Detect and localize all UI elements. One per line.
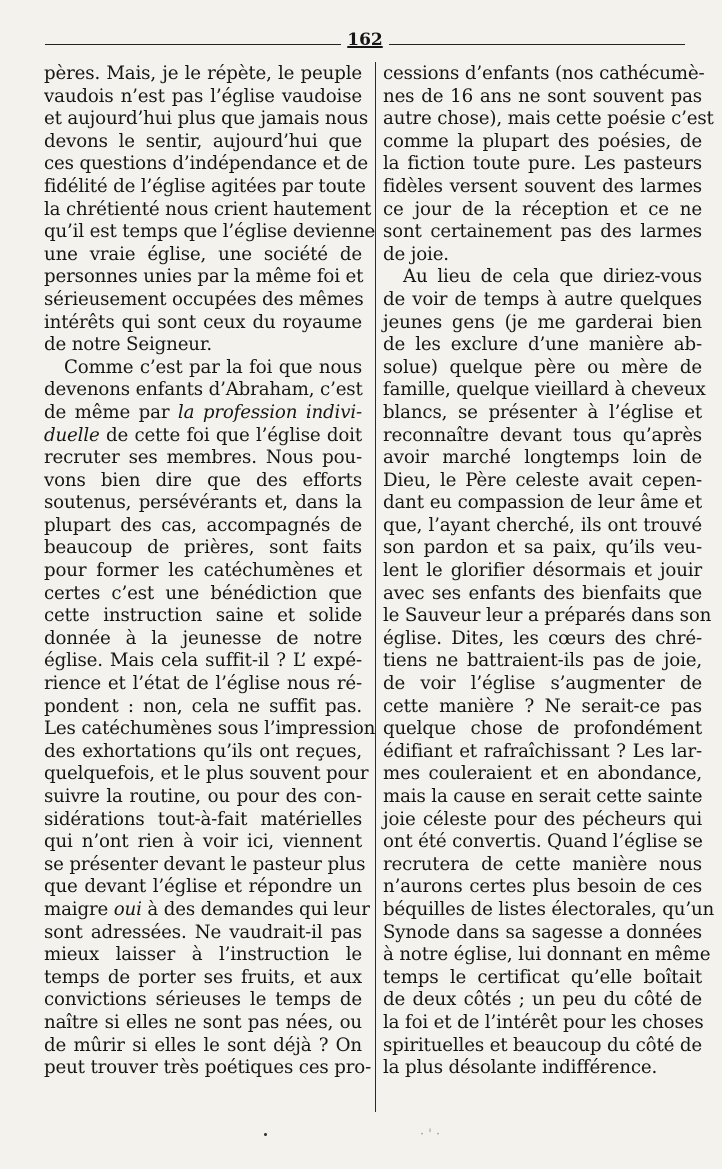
line-text: vons bien dire que des efforts <box>44 469 362 491</box>
line-text: mais la cause en serait cette sainte <box>383 786 703 807</box>
text-line <box>383 560 702 583</box>
line-text: personnes unies par la même foi et <box>44 266 364 288</box>
emphasis-text: oui <box>113 898 142 920</box>
text-line <box>383 334 702 357</box>
text-line <box>44 289 362 312</box>
line-text: de voir l’église s’augmenter de <box>383 673 702 695</box>
text-line <box>383 86 702 109</box>
line-text: de joie. <box>383 243 449 265</box>
line-text: de les exclure d’une manière ab- <box>383 334 702 356</box>
line-text: ces questions d’indépendance et de <box>44 153 368 175</box>
line-text: intérêts qui sont ceux du royaume <box>44 311 362 333</box>
text-line <box>44 108 369 131</box>
text-line <box>383 131 702 154</box>
right-text-column <box>383 63 715 1080</box>
text-line <box>44 1012 362 1035</box>
text-line <box>44 312 362 335</box>
line-text: une vraie église, une société de <box>44 243 362 265</box>
text-line <box>44 334 362 357</box>
text-line <box>383 402 702 425</box>
line-text: sidérations tout-à-fait matérielles <box>44 808 362 830</box>
bleed-through-mark: · ' · <box>420 1127 441 1142</box>
text-line <box>383 763 702 786</box>
line-text: qu’il est temps que l’église devienne <box>44 221 376 243</box>
text-line <box>44 673 362 696</box>
text-line <box>44 86 362 109</box>
line-text: naître si elles ne sont pas nées, ou <box>44 1011 362 1033</box>
line-text: avec ses enfants des bienfaits que <box>383 582 702 604</box>
text-line <box>383 605 712 628</box>
text-line <box>383 447 702 470</box>
text-line <box>383 266 702 289</box>
text-line <box>383 876 702 899</box>
text-line <box>44 922 362 945</box>
text-line <box>44 876 362 899</box>
left-text-column <box>44 63 376 1080</box>
line-text: de même par <box>44 401 178 423</box>
text-line <box>383 967 702 990</box>
line-text: fidèles versent souvent des larmes <box>383 175 702 197</box>
text-line <box>383 898 715 922</box>
text-line <box>44 515 362 538</box>
line-text: temps de porter ses fruits, et aux <box>44 966 362 988</box>
line-text: de cette foi que l’église doit <box>99 424 362 446</box>
text-line <box>44 266 362 289</box>
line-text: se présenter devant le pasteur plus <box>44 853 366 875</box>
line-text: sérieusement occupées des mêmes <box>44 288 364 310</box>
text-line <box>383 176 702 199</box>
line-text: de voir de temps à autre quelques <box>383 288 702 310</box>
line-text: suivre la routine, ou pour des con- <box>44 786 362 807</box>
text-line <box>44 425 362 448</box>
line-text: à notre église, lui donnant en même <box>383 944 711 966</box>
text-line <box>44 763 369 786</box>
text-line <box>383 470 702 493</box>
line-text: pour former les catéchumènes et <box>44 560 362 582</box>
line-text: église. Dites, les cœurs des chré- <box>383 627 702 649</box>
text-line <box>44 1057 372 1080</box>
text-line <box>44 967 362 990</box>
text-line <box>383 63 705 86</box>
text-line <box>383 786 702 809</box>
text-line <box>383 1012 702 1035</box>
text-line <box>383 108 714 131</box>
line-text: jeunes gens (je me garderai bien <box>383 311 702 333</box>
line-text: sont certainement pas des larmes <box>383 221 702 243</box>
line-text: quelque chose de profondément <box>383 718 702 740</box>
text-line <box>383 199 702 222</box>
line-text: solue) quelque père ou mère de <box>383 356 702 378</box>
line-text: devenons enfants d’Abraham, c’est <box>44 379 363 401</box>
text-line <box>383 809 702 832</box>
text-line <box>383 379 706 402</box>
text-line <box>44 989 362 1012</box>
text-line <box>44 628 362 651</box>
text-line <box>383 854 702 877</box>
line-text: recrutera de cette manière nous <box>383 853 702 875</box>
line-text: la chrétienté nous crient hautement <box>44 198 372 220</box>
text-line <box>383 628 702 651</box>
page-header <box>45 30 685 60</box>
line-text: fidélité de l’église agitées par toute <box>44 175 366 197</box>
text-line <box>383 537 702 560</box>
line-text: comme la plupart des poésies, de <box>383 130 702 152</box>
line-text-tail: à des demandes qui leur <box>141 898 370 920</box>
line-text: dant eu compassion de leur âme et <box>383 492 702 514</box>
text-line <box>383 831 702 854</box>
line-text: tiens ne battraient-ils pas de joie, <box>383 650 702 672</box>
line-text: Synode dans sa sagesse a données <box>383 921 702 943</box>
line-text: que devant l’église et répondre un <box>44 876 362 898</box>
line-text: convictions sérieuses le temps de <box>44 989 362 1011</box>
text-line <box>383 718 702 741</box>
line-text: peut trouver très poétiques ces pro- <box>44 1057 372 1079</box>
line-text: Comme c’est par la foi que nous <box>64 356 362 378</box>
line-text: la foi et de l’intérêt pour les choses <box>383 1011 704 1033</box>
text-line <box>44 696 362 719</box>
line-text: Au lieu de cela que diriez-vous <box>403 266 702 288</box>
text-line <box>44 357 362 380</box>
text-line <box>383 650 702 673</box>
text-line <box>383 696 702 719</box>
header-rule-left <box>45 44 341 45</box>
text-line <box>44 1035 362 1058</box>
line-text: sont adressées. Ne vaudrait-il pas <box>44 921 362 943</box>
line-text: et aujourd’hui plus que jamais nous <box>44 108 369 130</box>
text-line <box>44 809 362 832</box>
text-line <box>383 312 702 335</box>
line-text: avoir marché longtemps loin de <box>383 447 702 469</box>
line-text: le Sauveur leur a préparés dans son <box>383 605 712 627</box>
line-text: n’aurons certes plus besoin de ces <box>383 876 702 898</box>
text-line <box>44 537 362 560</box>
text-line <box>383 944 711 967</box>
line-text: de mûrir si elles le sont déjà ? On <box>44 1034 362 1056</box>
line-text: temps le certificat qu’elle boîtait <box>383 966 702 988</box>
text-line <box>383 244 702 267</box>
text-line <box>44 63 362 86</box>
text-line <box>44 944 362 967</box>
line-text: beaucoup de prières, sont faits <box>44 537 362 559</box>
line-text: certes c’est une bénédiction que <box>44 582 362 604</box>
text-line <box>383 741 702 764</box>
text-line <box>383 153 702 176</box>
line-text: maigre <box>44 898 114 920</box>
line-text: reconnaître devant tous qu’après <box>383 424 702 446</box>
text-line <box>44 379 362 402</box>
text-line <box>44 786 362 809</box>
text-line <box>383 1035 702 1058</box>
line-text: pères. Mais, je le répète, le peuple <box>44 63 362 84</box>
line-text: mieux laisser à l’instruction le <box>44 944 362 966</box>
line-text: la plus désolante indifférence. <box>383 1057 658 1079</box>
line-text: Les catéchumènes sous l’impression <box>44 718 376 740</box>
text-line <box>44 741 362 764</box>
line-text: devons le sentir, aujourd’hui que <box>44 130 362 152</box>
text-line <box>44 470 362 493</box>
line-text: béquilles de listes électorales, qu’un <box>383 898 715 920</box>
text-line <box>44 831 362 854</box>
text-line <box>383 673 702 696</box>
line-text: son pardon et sa paix, qu’ils veu- <box>383 537 702 559</box>
line-text: blancs, se présenter à l’église et <box>383 401 702 423</box>
text-line <box>44 605 362 628</box>
emphasis-text: la profession indivi- <box>177 401 362 423</box>
line-text: cette manière ? Ne serait-ce pas <box>383 695 702 717</box>
text-line <box>44 221 376 244</box>
line-text: spirituelles et beaucoup du côté de <box>383 1034 702 1056</box>
text-line <box>44 447 362 470</box>
text-line <box>44 583 362 606</box>
line-text: nes de 16 ans ne sont souvent pas <box>383 85 702 107</box>
column-divider <box>375 62 376 1112</box>
text-line <box>44 898 370 922</box>
text-line <box>383 357 702 380</box>
page-number: 162 <box>347 30 383 50</box>
line-text: ont été convertis. Quand l’église se <box>383 831 703 853</box>
text-line <box>44 198 372 222</box>
text-line <box>44 131 362 154</box>
line-text: quelquefois, et le plus souvent pour <box>44 763 369 785</box>
text-line <box>44 718 376 741</box>
text-line <box>383 492 702 515</box>
line-text: soutenus, persévérants et, dans la <box>44 492 362 514</box>
line-text: joie céleste pour des pécheurs qui <box>383 808 702 830</box>
line-text: de deux côtés ; un peu du côté de <box>383 989 702 1011</box>
line-text: pondent : non, cela ne suffit pas. <box>44 695 362 717</box>
text-line <box>44 244 362 267</box>
line-text: la fiction toute pure. Les pasteurs <box>383 153 702 175</box>
line-text: édifiant et rafraîchissant ? Les lar- <box>383 740 702 762</box>
line-text: mes couleraient et en abondance, <box>383 763 702 785</box>
text-line <box>383 1057 702 1080</box>
text-line <box>44 560 362 583</box>
line-text: de notre Seigneur. <box>44 334 213 356</box>
line-text: lent le glorifier désormais et jouir <box>383 560 702 582</box>
line-text: famille, quelque vieillard à cheveux <box>383 379 706 401</box>
text-line <box>383 289 702 312</box>
line-text: donnée à la jeunesse de notre <box>44 627 362 649</box>
text-line <box>44 853 366 877</box>
line-text: église. Mais cela suffit-il ? L’ expé- <box>44 650 362 672</box>
text-line <box>44 402 362 425</box>
text-line <box>44 650 362 673</box>
line-text: recruter ses membres. Nous pou- <box>44 447 362 469</box>
line-text: cessions d’enfants (nos cathécumè- <box>383 63 705 84</box>
line-text: vaudois n’est pas l’église vaudoise <box>44 85 362 107</box>
text-line <box>383 583 702 606</box>
text-line <box>383 989 702 1012</box>
line-text: plupart des cas, accompagnés de <box>44 514 362 536</box>
line-text: qui n’ont rien à voir ici, viennent <box>44 831 362 853</box>
line-text: ce jour de la réception et ce ne <box>383 198 702 220</box>
text-line <box>383 922 702 945</box>
text-line <box>383 221 702 244</box>
line-text: Dieu, le Père celeste avait cepen- <box>383 469 702 491</box>
text-line <box>383 515 702 538</box>
emphasis-text: duelle <box>44 424 100 446</box>
line-text: cette instruction saine et solide <box>44 605 362 627</box>
text-line <box>44 175 366 199</box>
text-line <box>44 492 362 515</box>
text-line <box>44 153 368 176</box>
line-text: des exhortations qu’ils ont reçues, <box>44 740 362 762</box>
line-text: rience et l’état de l’église nous ré- <box>44 673 362 695</box>
text-line <box>383 425 702 448</box>
header-rule-right <box>389 44 685 45</box>
line-text: autre chose), mais cette poésie c’est <box>383 108 714 130</box>
line-text: que, l’ayant cherché, ils ont trouvé <box>383 514 702 536</box>
print-speck <box>264 1133 267 1136</box>
